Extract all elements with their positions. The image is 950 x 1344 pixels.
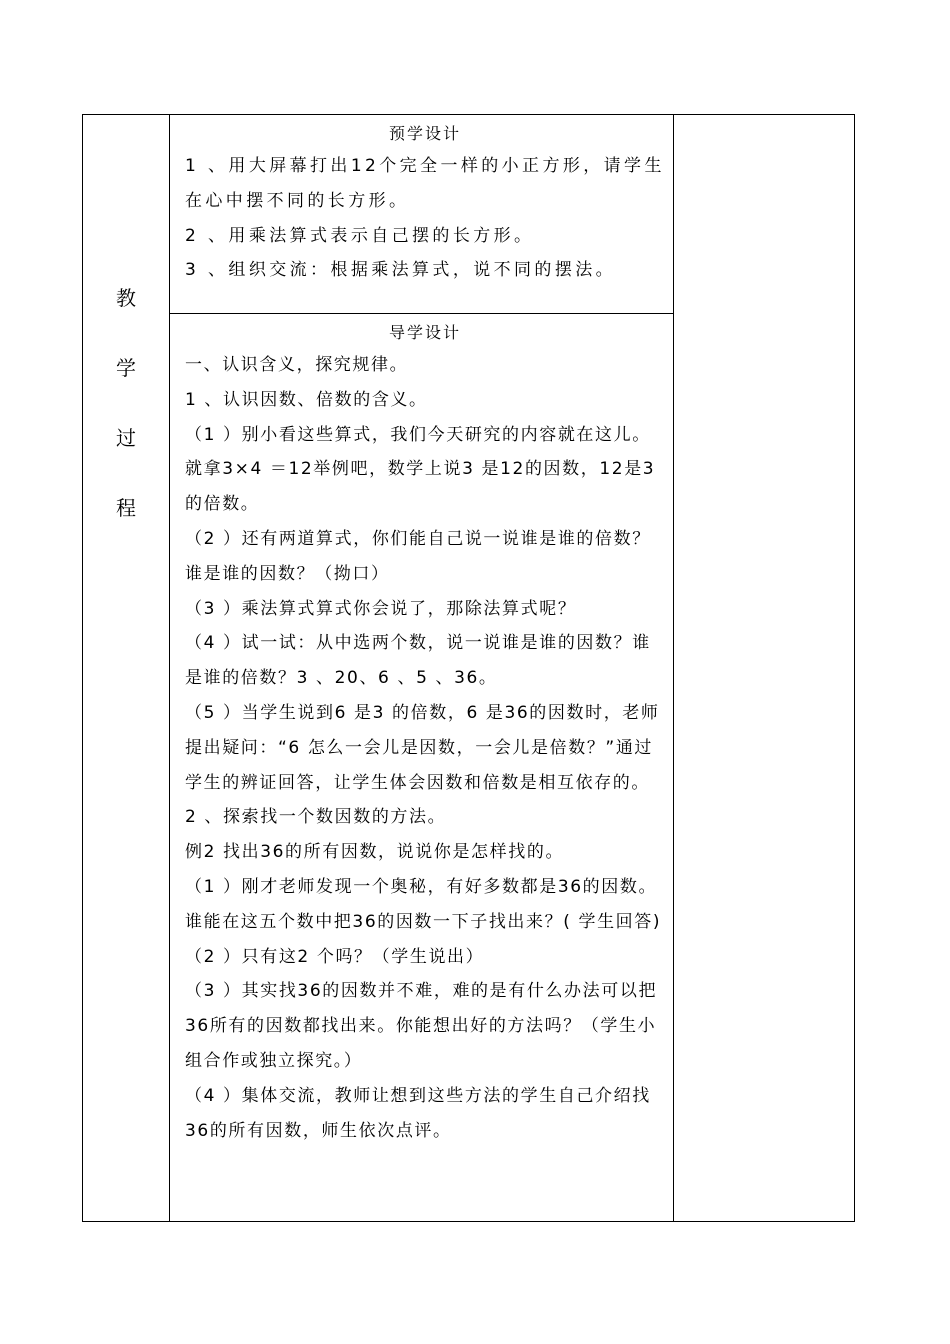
paragraph: 2 、探索找一个数因数的方法。 [185, 807, 447, 828]
paragraph: （2 ）还有两道算式，你们能自己说一说谁是谁的倍数？谁是谁的因数？（拗口） [185, 528, 651, 584]
paragraph: 3 、组织交流：根据乘法算式，说不同的摆法。 [185, 260, 617, 281]
paragraph: （3 ）乘法算式算式你会说了，那除法算式呢？ [185, 598, 577, 619]
paragraph: （3 ）其实找36的因数并不难，难的是有什么办法可以把36所有的因数都找出来。你能想出好的方法吗？（学生小组合作或独立探究。） [185, 981, 658, 1071]
paragraph: 例2 找出36的所有因数，说说你是怎样找的。 [185, 842, 565, 863]
pre-study-design-cell [185, 119, 665, 288]
row-divider [169, 313, 673, 314]
label-char: 程 [116, 496, 136, 520]
paragraph: 2 、用乘法算式表示自己摆的长方形。 [185, 225, 535, 246]
lesson-plan-table [82, 114, 855, 1222]
paragraph: 一、认识含义，探究规律。 [185, 355, 409, 375]
label-char: 教 [116, 286, 136, 310]
pre-study-heading: 预学设计 [388, 124, 461, 143]
paragraph: 1 、认识因数、倍数的含义。 [185, 389, 428, 410]
label-char: 过 [116, 426, 136, 450]
section-label-teaching-process [83, 115, 169, 1221]
label-char: 学 [116, 356, 136, 380]
guided-study-design-cell [185, 318, 665, 1148]
paragraph: （4 ）集体交流，教师让想到这些方法的学生自己介绍找36的所有因数，师生依次点评。 [185, 1085, 651, 1141]
column-divider-left [169, 115, 170, 1221]
paragraph: （4 ）试一试：从中选两个数，说一说谁是谁的因数？谁是谁的倍数？3 、20、6 、5 、36。 [185, 633, 651, 689]
paragraph: （1 ）刚才老师发现一个奥秘，有好多数都是36的因数。谁能在这五个数中把36的因数一下子找出来？( 学生回答) [185, 876, 662, 932]
column-divider-right [673, 115, 674, 1221]
paragraph: （1 ）别小看这些算式，我们今天研究的内容就在这儿。就拿3×4 ＝12举例吧，数学上说3 是12的因数，12是3 的倍数。 [185, 424, 656, 515]
paragraph: （2 ）只有这2 个吗？（学生说出） [185, 946, 485, 967]
guided-study-heading: 导学设计 [388, 323, 461, 342]
paragraph: （5 ）当学生说到6 是3 的倍数，6 是36的因数时，老师提出疑问：“6 怎么一会儿是因数，一会儿是倍数？”通过学生的辨证回答，让学生体会因数和倍数是相互依存的。 [185, 702, 660, 793]
paragraph: 1 、用大屏幕打出12个完全一样的小正方形，请学生在心中摆不同的长方形。 [185, 156, 665, 211]
